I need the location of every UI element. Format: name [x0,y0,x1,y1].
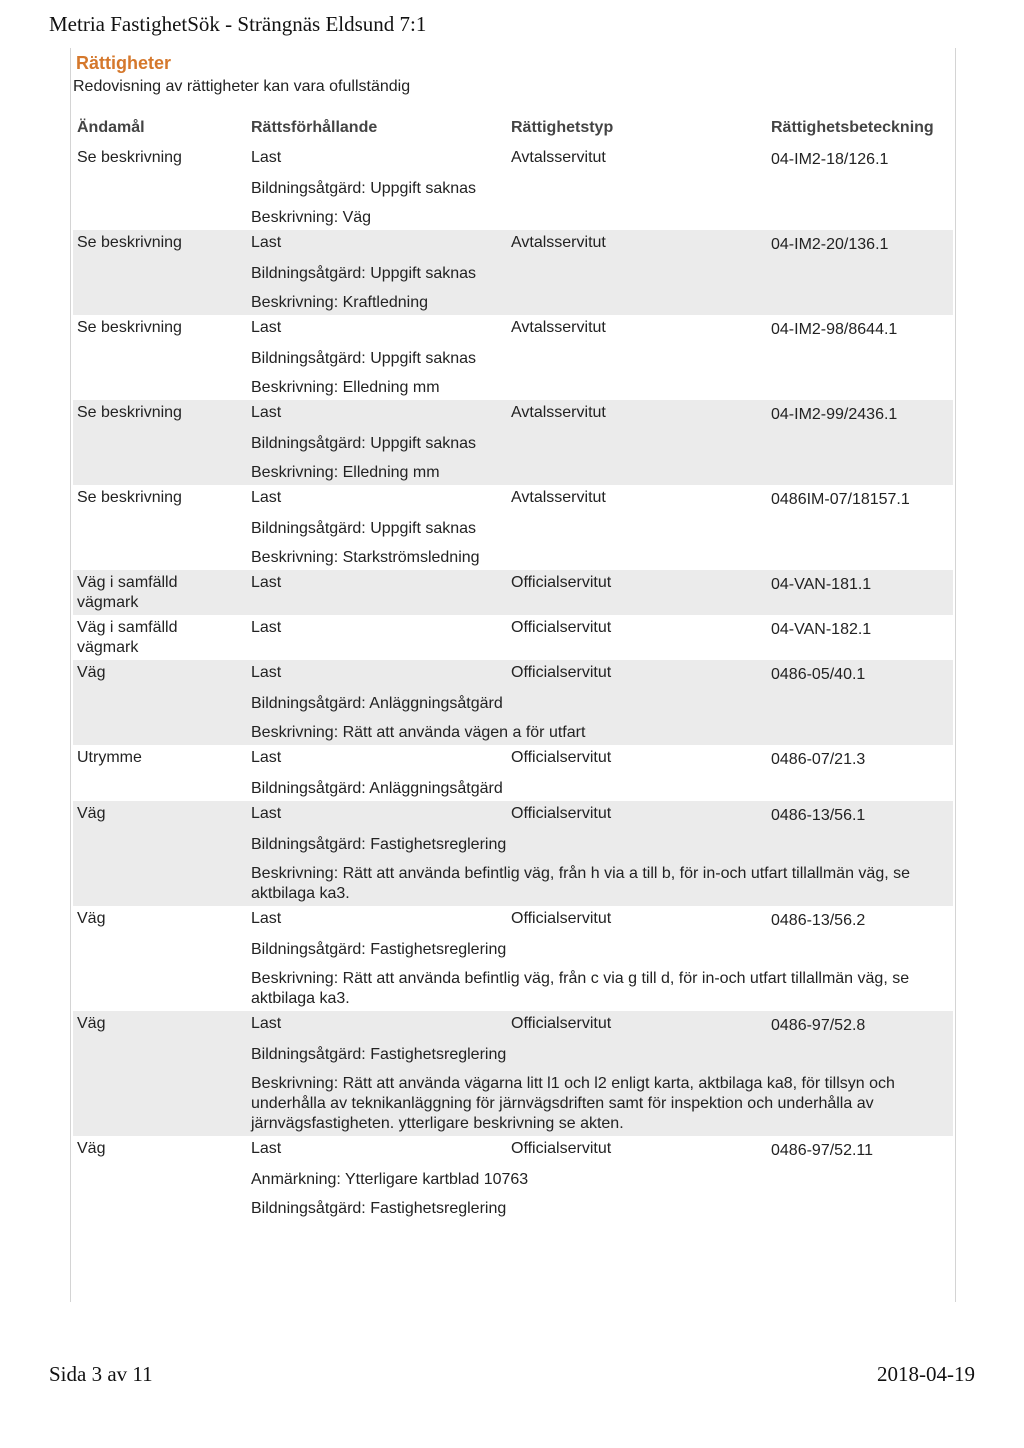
detail-text: Beskrivning: Rätt att använda befintlig väg, från c via g till d, för in-och utfart tillallmän väg, se aktbilaga ka3. [247,962,953,1011]
cell-rattsforhallande [247,230,507,257]
detail-text: Bildningsåtgärd: Uppgift saknas [247,342,953,371]
table-row [73,1011,953,1038]
table-row [73,485,953,512]
table-row [73,615,953,660]
cell-rattighetstyp: Officialservitut [507,1011,767,1038]
cell-rattighetstyp: Officialservitut [507,660,767,687]
cell-andamal: Utrymme [73,745,247,772]
cell-rattighetsbeteckning: 0486-13/56.2 [767,906,953,933]
empty-cell [73,201,247,230]
cell-rattighetstyp: Avtalsservitut [507,485,767,512]
table-row [73,230,953,257]
table-detail-row [73,257,953,286]
empty-cell [73,687,247,716]
table-detail-row [73,857,953,906]
detail-text: Bildningsåtgärd: Uppgift saknas [247,427,953,456]
detail-text: Anmärkning: Ytterligare kartblad 10763 [247,1163,953,1192]
detail-text: Beskrivning: Rätt att använda befintlig väg, från h via a till b, för in-och utfart tillallmän väg, se aktbilaga ka3. [247,857,953,906]
cell-rattighetstyp: Avtalsservitut [507,145,767,172]
cell-rattighetsbeteckning: 04-IM2-20/136.1 [767,230,953,257]
rights-table [73,116,953,1221]
column-header-rattsforhallande: Rättsförhållande [251,119,378,136]
cell-rattighetsbeteckning: 0486-97/52.8 [767,1011,953,1038]
cell-rattighetstyp: Avtalsservitut [507,315,767,342]
detail-text: Bildningsåtgärd: Fastighetsreglering [247,1038,953,1067]
detail-text: Bildningsåtgärd: Uppgift saknas [247,257,953,286]
empty-cell [73,1163,247,1192]
detail-text: Bildningsåtgärd: Uppgift saknas [247,512,953,541]
table-detail-row [73,342,953,371]
rights-panel [70,48,956,1302]
table-detail-row [73,456,953,485]
rattsforhallande-value: Last [251,910,282,927]
cell-rattighetsbeteckning: 0486-05/40.1 [767,660,953,687]
table-row [73,570,953,615]
cell-andamal: Se beskrivning [73,145,247,172]
cell-rattsforhallande [247,145,507,172]
column-header-rattighetstyp: Rättighetstyp [511,119,614,136]
cell-rattsforhallande [247,315,507,342]
detail-text: Beskrivning: Rätt att använda vägarna litt l1 och l2 enligt karta, aktbilaga ka8, för tillsyn och underhålla av teknikanläggning för järnvägsdriften samt för inspektion och underhålla av järnvägsfastigheten. ytterligare beskrivning se akten. [247,1067,953,1136]
table-detail-row [73,1067,953,1136]
cell-rattsforhallande [247,660,507,687]
table-detail-row [73,541,953,570]
empty-cell [73,456,247,485]
table-detail-row [73,172,953,201]
table-detail-row [73,1038,953,1067]
empty-cell [73,172,247,201]
cell-rattighetstyp: Avtalsservitut [507,400,767,427]
cell-rattighetsbeteckning: 04-VAN-182.1 [767,615,953,660]
rattsforhallande-value: Last [251,805,282,822]
table-row [73,660,953,687]
table-header-row [73,116,953,145]
cell-rattsforhallande [247,485,507,512]
cell-andamal: Väg [73,1011,247,1038]
cell-rattsforhallande [247,615,507,660]
cell-rattsforhallande [247,801,507,828]
table-row [73,145,953,172]
cell-andamal: Väg [73,906,247,933]
table-detail-row [73,933,953,962]
cell-rattsforhallande [247,1011,507,1038]
table-detail-row [73,286,953,315]
rattsforhallande-value: Last [251,574,282,591]
cell-rattighetsbeteckning: 04-IM2-98/8644.1 [767,315,953,342]
table-detail-row [73,201,953,230]
cell-andamal: Se beskrivning [73,230,247,257]
rattsforhallande-value: Last [251,664,282,681]
rattsforhallande-value: Last [251,619,282,636]
cell-rattighetsbeteckning: 04-IM2-99/2436.1 [767,400,953,427]
cell-rattighetstyp: Officialservitut [507,801,767,828]
cell-rattighetstyp: Officialservitut [507,615,767,660]
detail-text: Beskrivning: Starkströmsledning [247,541,953,570]
cell-andamal: Väg [73,1136,247,1163]
detail-text: Beskrivning: Elledning mm [247,371,953,400]
column-header-rattighetsbeteckning: Rättighetsbeteckning [771,119,934,136]
rattsforhallande-value: Last [251,1015,282,1032]
table-detail-row [73,828,953,857]
table-detail-row [73,962,953,1011]
cell-rattsforhallande [247,570,507,615]
detail-text: Bildningsåtgärd: Fastighetsreglering [247,1192,953,1221]
detail-text: Beskrivning: Kraftledning [247,286,953,315]
empty-cell [73,772,247,801]
detail-text: Bildningsåtgärd: Anläggningsåtgärd [247,772,953,801]
detail-text: Beskrivning: Rätt att använda vägen a för utfart [247,716,953,745]
cell-rattighetsbeteckning: 0486-97/52.11 [767,1136,953,1163]
empty-cell [73,1038,247,1067]
cell-rattighetstyp: Officialservitut [507,745,767,772]
cell-andamal: Se beskrivning [73,400,247,427]
page-number: Sida 3 av 11 [49,1362,153,1386]
rattsforhallande-value: Last [251,749,282,766]
table-detail-row [73,687,953,716]
rattsforhallande-value: Last [251,489,282,506]
cell-andamal: Se beskrivning [73,485,247,512]
table-row [73,400,953,427]
table-row [73,801,953,828]
table-row [73,315,953,342]
cell-rattsforhallande [247,745,507,772]
table-detail-row [73,772,953,801]
detail-text: Beskrivning: Elledning mm [247,456,953,485]
table-body [73,145,953,1221]
table-detail-row [73,371,953,400]
empty-cell [73,342,247,371]
empty-cell [73,857,247,906]
empty-cell [73,286,247,315]
empty-cell [73,933,247,962]
rattsforhallande-value: Last [251,319,282,336]
cell-rattighetsbeteckning: 0486-07/21.3 [767,745,953,772]
rattsforhallande-value: Last [251,1140,282,1157]
cell-rattighetstyp: Avtalsservitut [507,230,767,257]
cell-rattighetstyp: Officialservitut [507,570,767,615]
empty-cell [73,1067,247,1136]
rattsforhallande-value: Last [251,404,282,421]
cell-rattsforhallande [247,906,507,933]
section-title: Rättigheter [76,53,172,73]
rattsforhallande-value: Last [251,149,282,166]
cell-rattighetstyp: Officialservitut [507,906,767,933]
cell-rattighetsbeteckning: 0486-13/56.1 [767,801,953,828]
table-detail-row [73,427,953,456]
empty-cell [73,962,247,1011]
empty-cell [73,257,247,286]
detail-text: Beskrivning: Väg [247,201,953,230]
empty-cell [73,828,247,857]
table-row [73,906,953,933]
empty-cell [73,371,247,400]
table-detail-row [73,512,953,541]
detail-text: Bildningsåtgärd: Fastighetsreglering [247,933,953,962]
cell-andamal: Väg i samfälld vägmark [73,570,247,615]
detail-text: Bildningsåtgärd: Fastighetsreglering [247,828,953,857]
table-row [73,745,953,772]
column-header-andamal: Ändamål [77,119,145,136]
empty-cell [73,1192,247,1221]
detail-text: Bildningsåtgärd: Uppgift saknas [247,172,953,201]
rattsforhallande-value: Last [251,234,282,251]
empty-cell [73,716,247,745]
cell-andamal: Väg [73,801,247,828]
cell-andamal: Väg [73,660,247,687]
cell-andamal: Se beskrivning [73,315,247,342]
section-subtitle: Redovisning av rättigheter kan vara ofullständig [73,78,411,95]
cell-rattighetsbeteckning: 04-IM2-18/126.1 [767,145,953,172]
document-title: Metria FastighetSök - Strängnäs Eldsund 7:1 [49,12,427,36]
cell-rattighetsbeteckning: 04-VAN-181.1 [767,570,953,615]
detail-text: Bildningsåtgärd: Anläggningsåtgärd [247,687,953,716]
table-detail-row [73,716,953,745]
table-row [73,1136,953,1163]
table-detail-row [73,1192,953,1221]
empty-cell [73,427,247,456]
cell-andamal: Väg i samfälld vägmark [73,615,247,660]
cell-rattsforhallande [247,1136,507,1163]
empty-cell [73,512,247,541]
table-detail-row [73,1163,953,1192]
empty-cell [73,541,247,570]
cell-rattsforhallande [247,400,507,427]
cell-rattighetsbeteckning: 0486IM-07/18157.1 [767,485,953,512]
cell-rattighetstyp: Officialservitut [507,1136,767,1163]
print-date: 2018-04-19 [877,1362,975,1386]
